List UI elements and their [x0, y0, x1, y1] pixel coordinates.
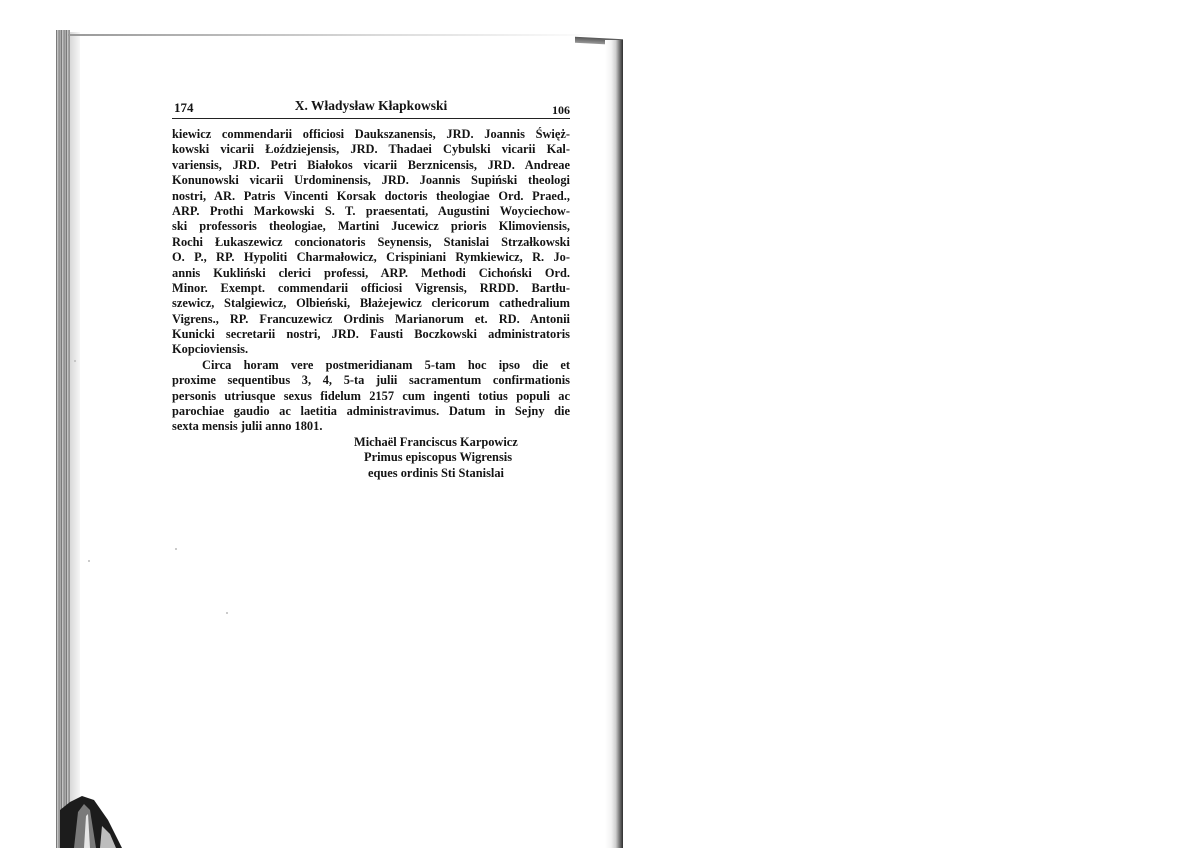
paragraph-line: proxime sequentibus 3, 4, 5-ta julii sacramentum confirmationis — [172, 373, 570, 388]
paragraph-line: Circa horam vere postmeridianam 5-tam hoc ipso die et — [202, 357, 570, 372]
scan-speck — [175, 548, 177, 550]
scan-speck — [88, 560, 90, 562]
page-number-right: 106 — [552, 103, 570, 117]
paragraph-line: sexta mensis julii anno 1801. — [172, 419, 323, 434]
text-line: kowski vicarii Łoździejensis, JRD. Thadaei Cybulski vicarii Kal- — [172, 142, 570, 157]
signature-order: eques ordinis Sti Stanislai — [368, 465, 504, 480]
running-header — [172, 96, 570, 119]
page-right-edge-shadow — [605, 40, 623, 848]
text-line: O. P., RP. Hypoliti Charmałowicz, Crispiniani Rymkiewicz, R. Jo- — [172, 250, 570, 265]
binding-fold-graphic — [60, 790, 138, 848]
text-line: annis Kukliński clerici professi, ARP. Methodi Cichoński Ord. — [172, 265, 570, 280]
page-content — [172, 96, 570, 481]
text-line: ARP. Prothi Markowski S. T. praesentati, Augustini Woyciechow- — [172, 203, 570, 218]
text-line: variensis, JRD. Petri Białokos vicarii Berznicensis, JRD. Andreae — [172, 157, 570, 172]
text-line: szewicz, Stalgiewicz, Olbieński, Błażejewicz clericorum cathedralium — [172, 296, 570, 311]
text-line: Vigrens., RP. Francuzewicz Ordinis Marianorum et. RD. Antonii — [172, 311, 570, 326]
text-line: nostri, AR. Patris Vincenti Korsak doctoris theologiae Ord. Praed., — [172, 188, 570, 203]
scan-speck — [226, 612, 228, 614]
text-line: Kopcioviensis. — [172, 342, 249, 357]
text-line: ski professoris theologiae, Martini Jucewicz prioris Klimoviensis, — [172, 219, 570, 234]
text-line: Rochi Łukaszewicz concionatoris Seynensis, Stanislai Strzałkowski — [172, 234, 570, 249]
running-title: X. Władysław Kłapkowski — [294, 98, 448, 113]
text-line: Konunowski vicarii Urdominensis, JRD. Joannis Supiński theologi — [172, 173, 570, 188]
scan-speck — [74, 360, 76, 362]
signature-name: Michaël Franciscus Karpowicz — [354, 434, 518, 449]
text-line: kiewicz commendarii officiosi Daukszanensis, JRD. Joannis Święż- — [172, 127, 570, 141]
paragraph-line: personis utriusque sexus fidelum 2157 cum ingenti totius populi ac — [172, 388, 570, 403]
text-line: Minor. Exempt. commendarii officiosi Vigrensis, RRDD. Bartłu- — [172, 280, 570, 295]
page-number-left: 174 — [174, 100, 194, 115]
text-line: Kunicki secretarii nostri, JRD. Fausti Boczkowski administratoris — [172, 327, 570, 342]
book-spine-shadow — [56, 30, 70, 848]
signature-title: Primus episcopus Wigrensis — [364, 450, 513, 465]
paragraph-line: parochiae gaudio ac laetitia administravimus. Datum in Sejny die — [172, 404, 570, 419]
page-top-edge — [68, 34, 608, 36]
gutter-shade — [70, 32, 80, 848]
signature-block — [172, 435, 570, 481]
body-text — [172, 127, 570, 435]
